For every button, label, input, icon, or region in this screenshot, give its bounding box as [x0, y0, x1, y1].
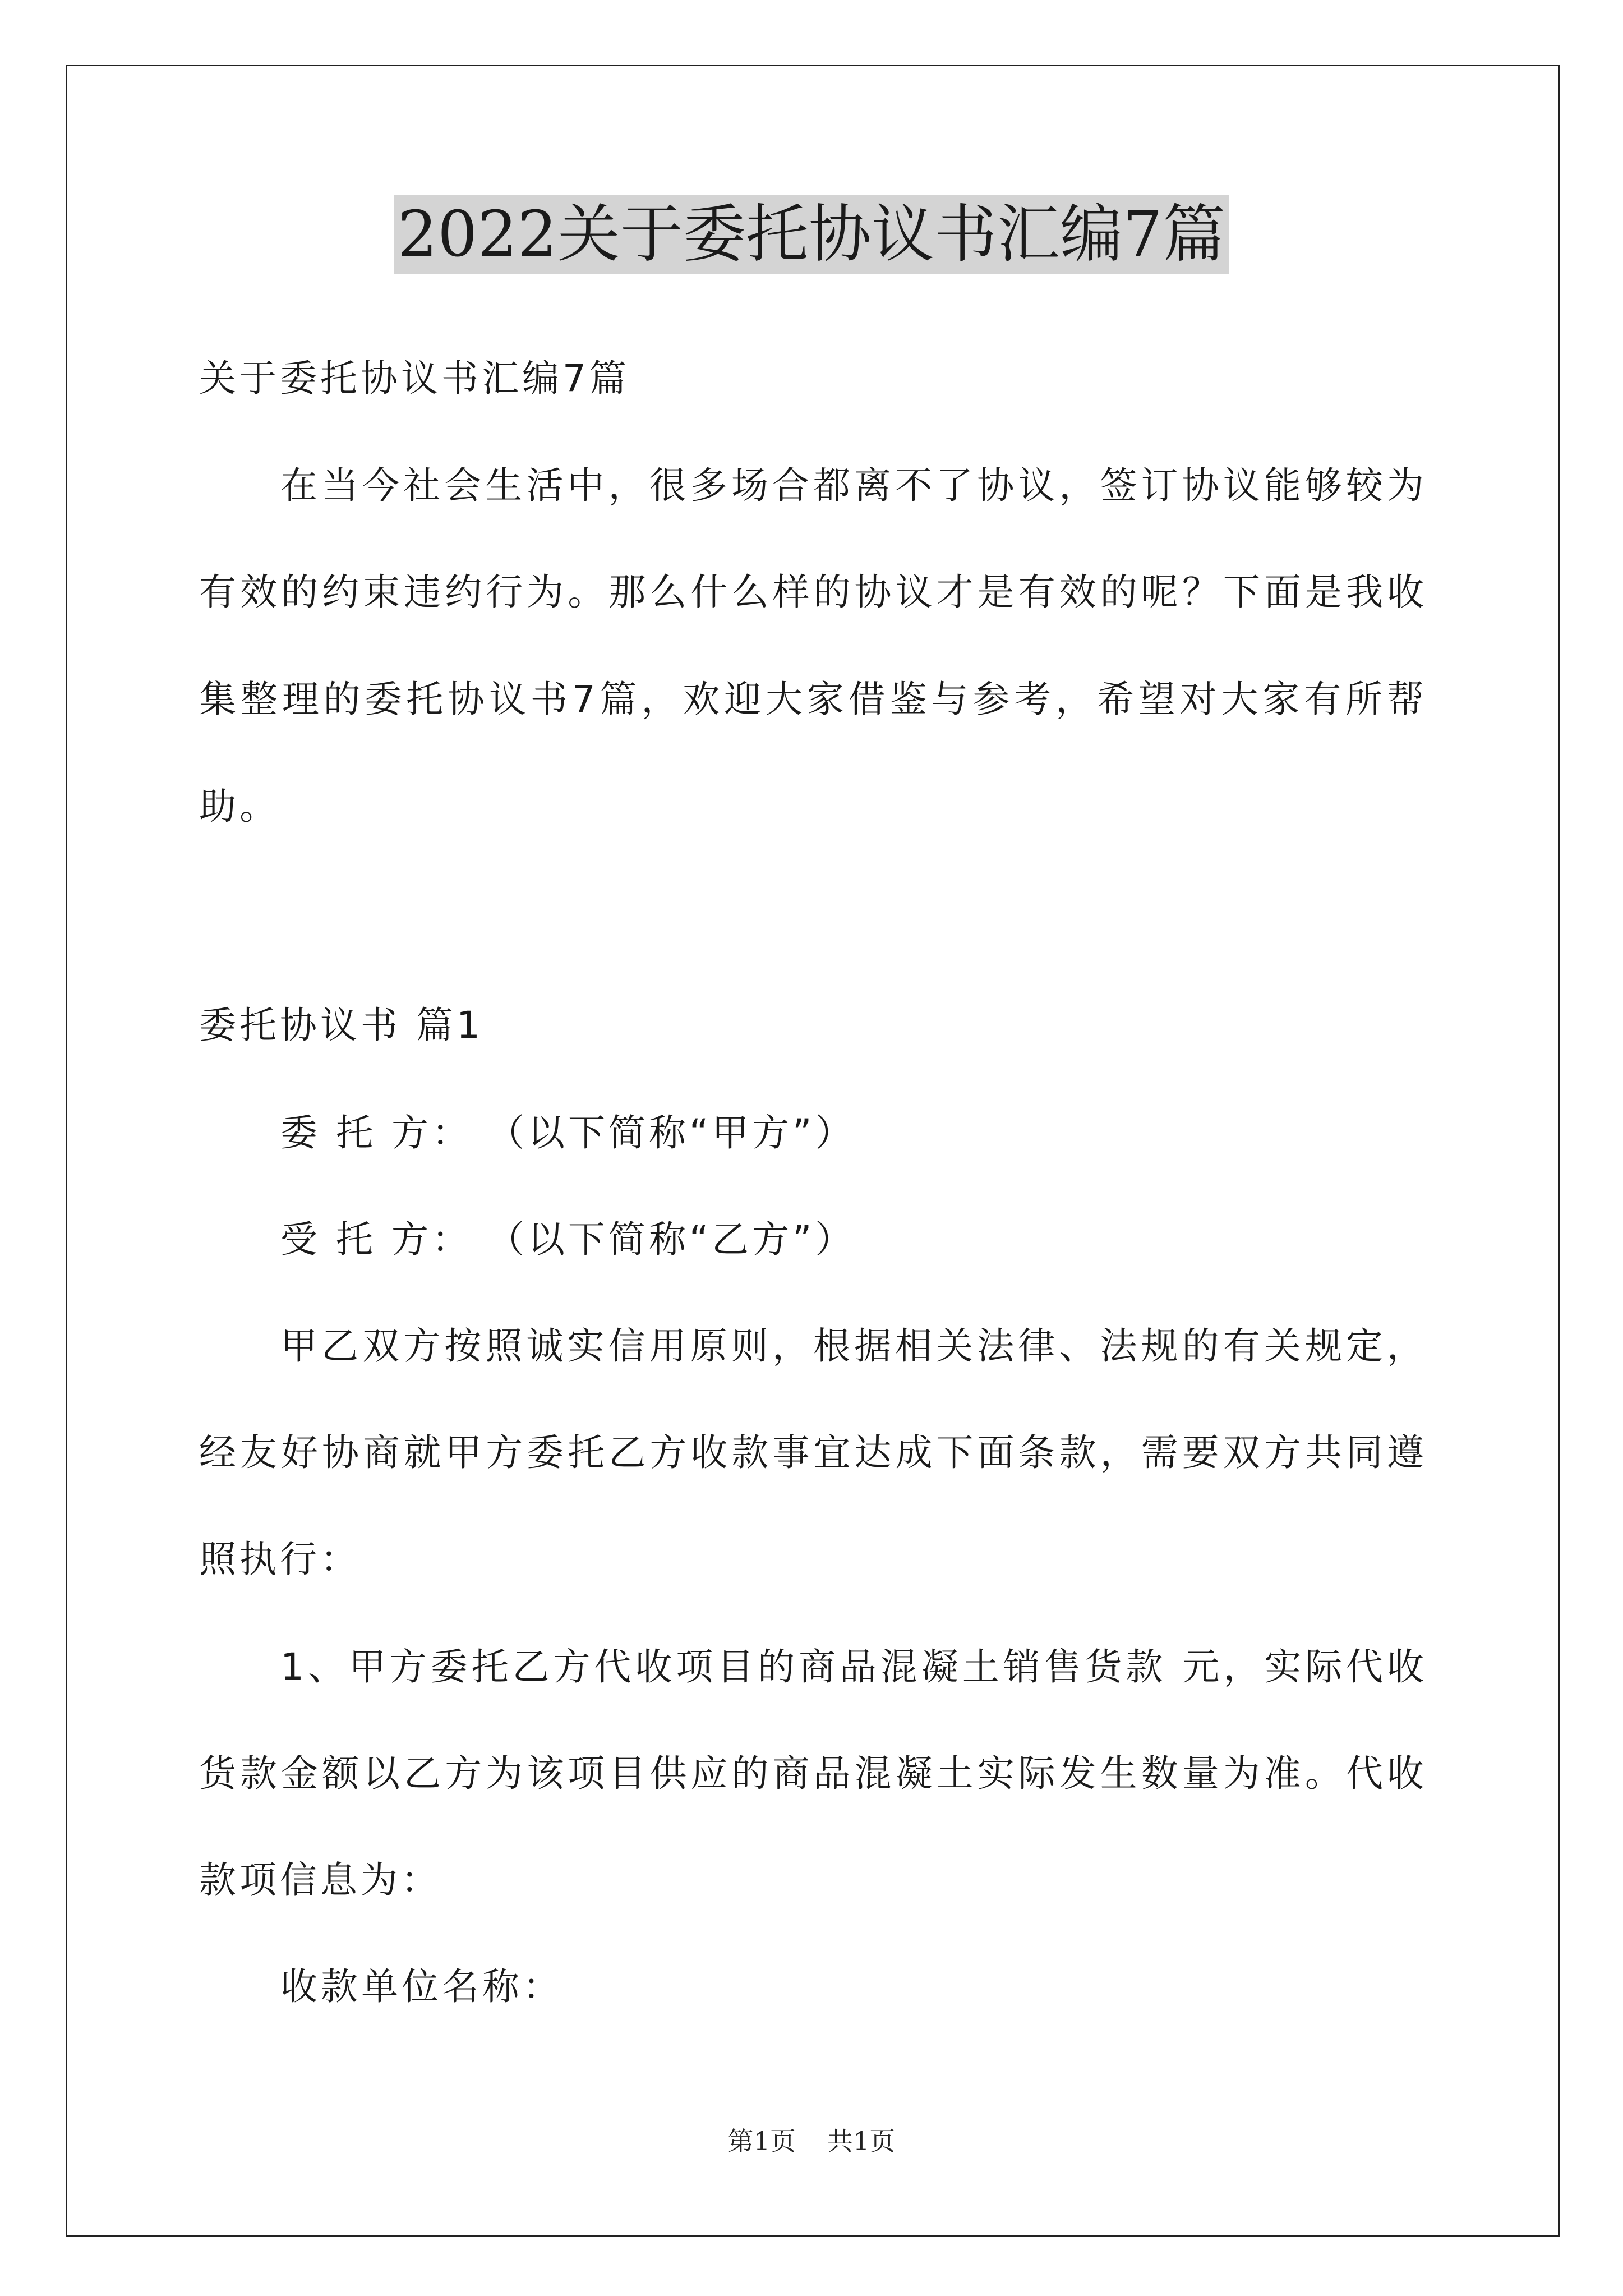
page-number: 第1页 [727, 2126, 796, 2156]
clause1-line-1: 1、甲方委托乙方代收项目的商品混凝土销售货款 元，实际代收 [280, 1645, 1427, 1688]
clause1-line-2: 货款金额以乙方为该项目供应的商品混凝土实际发生数量为准。代收 [199, 1752, 1427, 1795]
clause1-line-3: 款项信息为： [199, 1858, 441, 1902]
intro-line-4: 助。 [199, 785, 280, 828]
page-footer [0, 2124, 1623, 2158]
party-a-line: 委 托 方： （以下简称“甲方”） [280, 1111, 856, 1154]
preamble-line-2: 经友好协商就甲方委托乙方收款事宜达成下面条款，需要双方共同遵 [199, 1431, 1427, 1474]
intro-line-2: 有效的约束违约行为。那么什么样的协议才是有效的呢？下面是我收 [199, 570, 1427, 614]
page-total: 共1页 [827, 2126, 896, 2156]
preamble-line-3: 照执行： [199, 1538, 361, 1581]
intro-line-1: 在当今社会生活中，很多场合都离不了协议，签订协议能够较为 [280, 464, 1427, 507]
preamble-line-1: 甲乙双方按照诚实信用原则，根据相关法律、法规的有关规定， [280, 1324, 1427, 1368]
title-container [0, 195, 1623, 274]
party-b-line: 受 托 方： （以下简称“乙方”） [280, 1218, 856, 1261]
section-heading: 委托协议书 篇1 [199, 1004, 483, 1047]
intro-line-3: 集整理的委托协议书7篇，欢迎大家借鉴与参考，希望对大家有所帮 [199, 678, 1427, 721]
payee-label: 收款单位名称： [280, 1965, 563, 2008]
document-subtitle: 关于委托协议书汇编7篇 [199, 357, 630, 400]
document-title: 2022关于委托协议书汇编7篇 [394, 195, 1229, 274]
